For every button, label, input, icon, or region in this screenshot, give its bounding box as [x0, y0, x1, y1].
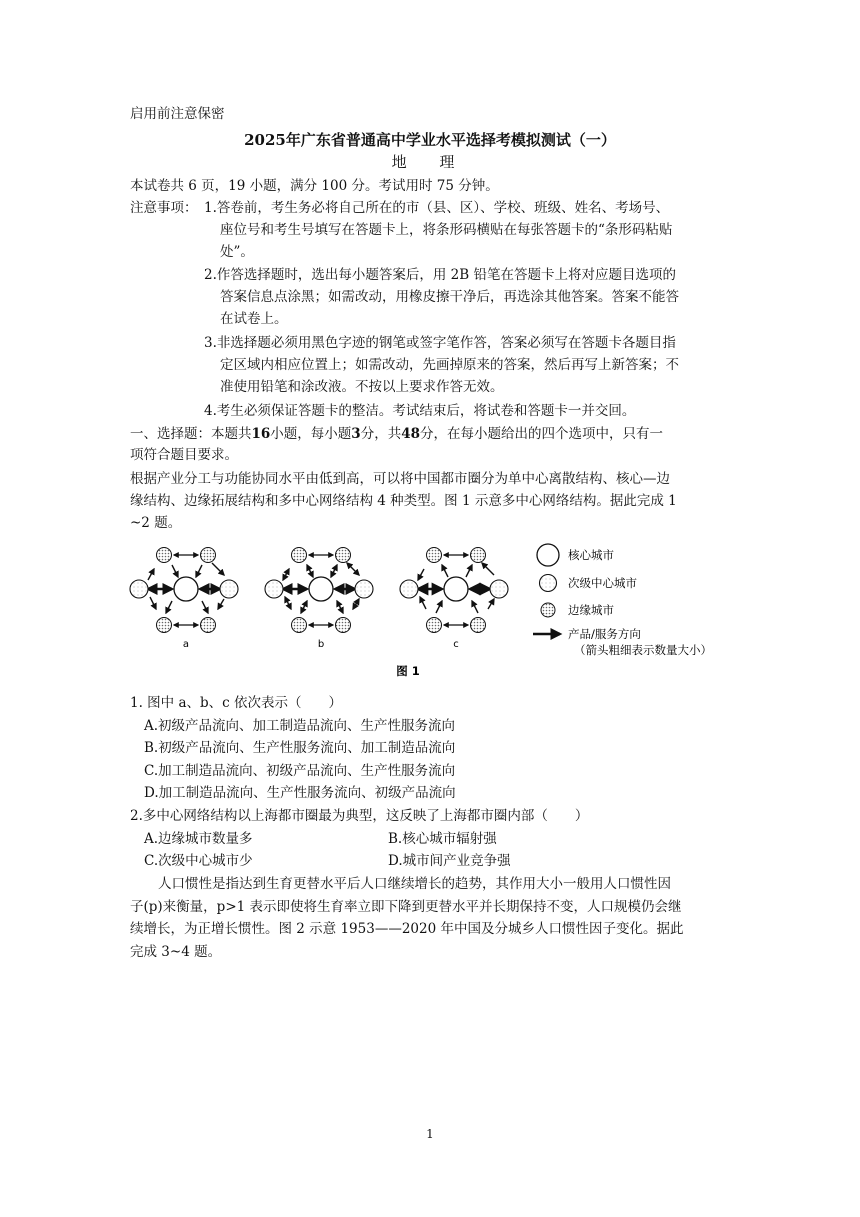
figure-1-caption: 图 1	[396, 664, 420, 678]
question-1-option-d: D.加工制造品流向、生产性服务流向、初级产品流向	[144, 785, 456, 801]
notice-2-line-2: 答案信息点涂黑；如需改动，用橡皮擦干净后，再选涂其他答案。答案不能答	[220, 289, 679, 305]
subject-title: 地 理	[391, 153, 469, 171]
question-2-option-a: A.边缘城市数量多	[144, 831, 253, 847]
question-2-stem: 2.多中心网络结构以上海都市圈最为典型，这反映了上海都市圈内部（ ）	[130, 808, 589, 824]
intro-1-line-3: ~2 题。	[130, 515, 182, 531]
legend-flow: 产品/服务方向	[568, 627, 641, 641]
legend-flow-note: （箭头粗细表示数量大小）	[574, 643, 712, 657]
legend-secondary: 次级中心城市	[568, 576, 637, 590]
legend-core: 核心城市	[568, 548, 614, 562]
question-2-option-b: B.核心城市辐射强	[388, 831, 497, 847]
secondary-city-legend-icon	[540, 575, 557, 592]
notice-3-line-3: 准使用铅笔和涂改液。不按以上要求作答无效。	[220, 379, 504, 395]
question-1-stem: 1. 图中 a、b、c 依次表示（ ）	[130, 695, 343, 711]
exam-info: 本试卷共 6 页，19 小题，满分 100 分。考试用时 75 分钟。	[130, 178, 499, 194]
network-a-label: a	[182, 639, 190, 650]
network-c-label: c	[453, 639, 459, 650]
exam-title: 2025年广东省普通高中学业水平选择考模拟测试（一）	[244, 131, 616, 149]
edge-city-legend-icon	[541, 603, 555, 617]
intro-1-line-2: 缘结构、边缘拓展结构和多中心网络结构 4 种类型。图 1 示意多中心网络结构。据此完成 1	[130, 493, 677, 509]
section-1-heading-line-2: 项符合题目要求。	[130, 447, 238, 463]
question-2-option-c: C.次级中心城市少	[144, 853, 253, 869]
network-a	[130, 548, 238, 651]
notice-1-line-3: 处”。	[220, 244, 254, 260]
section-1-heading: 一、选择题：本题共16小题，每小题3分，共48分，在每小题给出的四个选项中，只有一	[130, 426, 663, 442]
notice-3-line-2: 定区域内相应位置上；如需改动，先画掉原来的答案，然后再写上新答案；不	[220, 357, 679, 373]
question-1-option-c: C.加工制造品流向、初级产品流向、生产性服务流向	[144, 763, 456, 779]
confidential-note: 启用前注意保密	[130, 106, 225, 122]
intro-1-line-1: 根据产业分工与功能协同水平由低到高，可以将中国都市圈分为单中心离散结构、核心—边	[130, 471, 670, 487]
intro-2-line-4: 完成 3~4 题。	[130, 944, 222, 960]
network-c	[400, 548, 508, 651]
page-number: 1	[426, 1127, 434, 1141]
notice-3-line-1: 3.非选择题必须用黑色字迹的钢笔或签字笔作答，答案必须写在答题卡各题目指	[204, 335, 676, 351]
figure-1-legend	[533, 544, 712, 657]
figure-1-network-diagram	[128, 537, 734, 685]
network-b-label: b	[317, 639, 325, 650]
question-1-option-b: B.初级产品流向、生产性服务流向、加工制造品流向	[144, 740, 456, 756]
notice-1-line-2: 座位号和考生号填写在答题卡上，将条形码横贴在每张答题卡的“条形码粘贴	[220, 222, 673, 238]
network-b	[265, 548, 373, 651]
notice-2-line-1: 2.作答选择题时，选出每小题答案后，用 2B 铅笔在答题卡上将对应题目选项的	[204, 267, 676, 283]
legend-edge: 边缘城市	[568, 603, 614, 617]
notice-4-line-1: 4.考生必须保证答题卡的整洁。考试结束后，将试卷和答题卡一并交回。	[204, 403, 636, 419]
intro-2-line-3: 续增长，为正增长惯性。图 2 示意 1953——2020 年中国及分城乡人口惯性因子变化。据此	[130, 921, 684, 937]
core-city-legend-icon	[537, 544, 559, 566]
question-2-option-d: D.城市间产业竞争强	[388, 853, 511, 869]
notice-label: 注意事项：	[130, 200, 198, 216]
notice-1-line-1: 1.答卷前，考生务必将自己所在的市（县、区）、学校、班级、姓名、考场号、	[204, 200, 670, 216]
notice-2-line-3: 在试卷上。	[220, 311, 288, 327]
intro-2-line-1: 人口惯性是指达到生育更替水平后人口继续增长的趋势，其作用大小一般用人口惯性因	[158, 876, 671, 892]
intro-2-line-2: 子(p)来衡量，p>1 表示即使将生育率立即下降到更替水平并长期保持不变，人口规模仍会继	[130, 899, 682, 915]
question-1-option-a: A.初级产品流向、加工制造品流向、生产性服务流向	[144, 718, 456, 734]
